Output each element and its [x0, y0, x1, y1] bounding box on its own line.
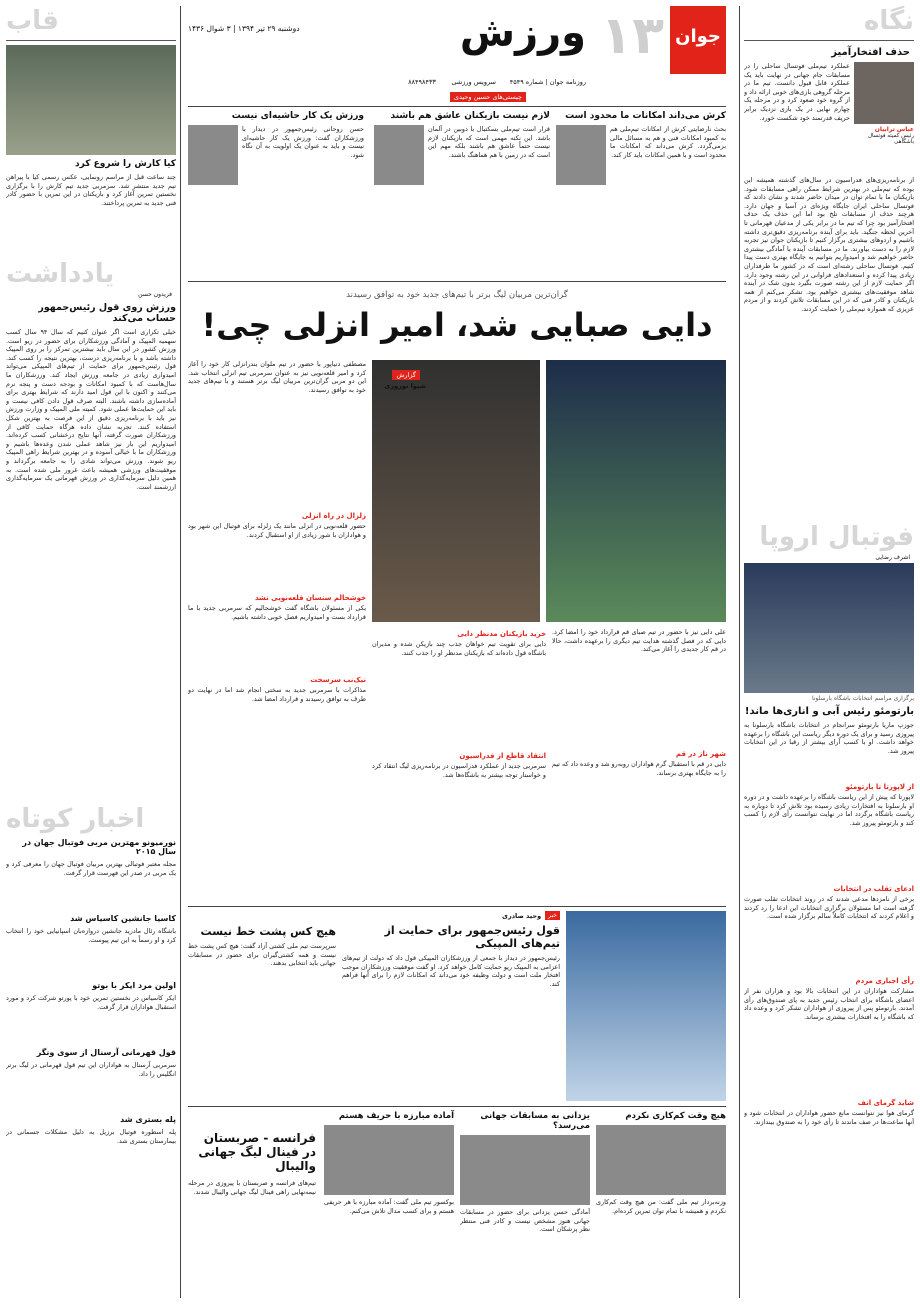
- short-news-3: اولین مرد ایکر با بوتو: [92, 981, 176, 990]
- barcelona-sub2: ادعای تقلب در انتخابات: [833, 885, 914, 893]
- reporter-name: شیوا نوروزی: [384, 382, 426, 390]
- masthead-author: چیستی‌های حسین وحیدی: [450, 92, 526, 102]
- rouhani-photo: [566, 911, 726, 1101]
- note-author: فریدون حسن: [138, 291, 172, 298]
- kia-caption: کیا کارش را شروع کرد: [75, 159, 176, 169]
- main-sub2: خوشحالم سنسان قلعه‌نویی نشد: [254, 594, 366, 602]
- main-title: دایی صبایی شد، امیر انزلی چی!: [201, 306, 713, 344]
- bottom-article-1-photo: [596, 1125, 726, 1195]
- center-area: [188, 6, 726, 1298]
- barcelona-sub1: از لاپورتا تا بارتومئو: [845, 783, 914, 791]
- torabian-role: رئیس کمیته فوتسال باشگاهی: [867, 133, 914, 145]
- top-article-1-title: کرش می‌داند امکانات ما محدود است: [565, 111, 726, 121]
- top-article-2-title: لازم نیست بازیکنان عاشق هم باشند: [390, 111, 550, 121]
- main-overline: گران‌ترین مربیان لیگ برتر با تیم‌های جدید خود به توافق رسیدند: [346, 290, 568, 300]
- torabian-name: عباس ترابیان: [874, 126, 914, 133]
- bottom-row: [188, 1106, 726, 1298]
- left-column-divider: [180, 6, 181, 1298]
- masthead: [188, 6, 726, 106]
- top-row: [188, 106, 726, 281]
- olympic-title: قول رئیس‌جمهور برای حمایت از تیم‌های المپیکی: [384, 924, 560, 950]
- bottom-article-4-title: فرانسه - صربستان در فینال لیگ جهانی والیبال: [198, 1131, 316, 1173]
- masthead-editor: سرویس ورزشی: [451, 78, 496, 86]
- masthead-issue: روزنامه جوان | شماره ۴۵۴۹: [509, 78, 586, 86]
- no-one-title: هیچ کس پشت خط نیست: [200, 925, 336, 938]
- daei-photo: [546, 360, 726, 622]
- main-text-left: مصطفی دنیاپور با حضور در تیم ملوان بندرانزلی کار خود را آغاز کرد و امیر قلعه‌نویی نیز به عنوان سرمربی تیم انزلی انتخاب شد. این دو مربی گران‌ترین مربیان لیگ برتر هستند و با تیم‌های جدید خود به توافق رسیدند. زلزال در راه انزلی حضور قلعه‌نویی در انزلی مانند یک زلزله برای فوتبال این شهر بود و هواداران با شور زیادی از او استقبال کردند. خوشحالم سنسان قلعه‌نویی نشد یکی از مسئولان باشگاه گفت خوشحالیم که سرمربی جدید با ما قرارداد بست و امیدواریم فصل خوبی داشته باشیم. نیک‌نب سرسخت مذاکرات با سرمربی جدید به سختی انجام شد اما در نهایت دو طرف به توافق رسیدند و قرارداد امضا شد.: [188, 360, 366, 703]
- top-article-3-title: ورزش یک کار حاشیه‌ای نیست: [231, 111, 364, 121]
- bottom-article-2-title: یزدانی به مسابقات جهانی می‌رسد؟: [480, 1111, 590, 1131]
- top-article-2-photo: [374, 125, 424, 185]
- main-sub4: خرید بازیکنان مدنظر دایی: [457, 630, 546, 638]
- right-ghost-header: نگاه: [864, 6, 914, 36]
- mid-block: [188, 906, 726, 1106]
- section-title: ورزش: [459, 10, 586, 56]
- bottom-article-1: هیچ وقت کم‌کاری نکردم وزنه‌بردار تیم ملی گفت: من هیچ وقت کم‌کاری نکردم و همیشه با تمام توان تمرین کرده‌ام.: [596, 1111, 726, 1215]
- note-title: ورزش روی قول رئیس‌جمهور حساب می‌کند: [38, 302, 176, 324]
- short-news-2: کاسیا جانشین کاسیاس شد: [70, 914, 176, 923]
- right-column: نگاه حذف افتخارآمیز عباس ترابیان رئیس کمیته فوتسال باشگاهی عملکرد تیم‌ملی فوتسال ساحلی را در مسابقات جام جهانی در نهایت باید یک عملکرد قابل قبول دانست. تیم ما در مرحله گروهی بازی‌های خوبی ارائه داد و از گروه خود صعود کرد و در مرحله یک چهارم نهایی در یک بازی نزدیک برابر حریف قدرتمند خود شکست خورد. از برنامه‌ریزی‌های فدراسیون در سال‌های گذشته همیشه این بوده که تیم‌ملی در بهترین شرایط ممکن راهی مسابقات شود. بازیکنان ما با تمام توان در میدان حاضر شدند و نشان دادند که فوتسال ساحلی ایران جایگاه ویژه‌ای در آسیا و جهان دارد. هرچند حذف از مسابقات تلخ بود اما این حذف یک حذف افتخارآمیز بود چرا که تیم ما در برابر یکی از مدعیان قهرمانی تا آخرین لحظه جنگید. باید برای آینده برنامه‌ریزی دقیق‌تری داشته باشیم و اردوهای بیشتری برگزار کنیم تا بازیکنان جوان نیز تجربه لازم را به دست بیاورند. ما در مسابقات آینده با آمادگی بیشتری حاضر خواهیم شد و امیدواریم بتوانیم به جایگاه بهتری دست پیدا کنیم. فوتسال ساحلی رشته‌ای است که در کشور ما طرفداران زیادی پیدا کرده و استعدادهای فراوانی در این رشته وجود دارد. اگر حمایت لازم از این رشته صورت بگیرد بدون شک در آینده شاهد موفقیت‌های بیشتری خواهیم بود. تشکر می‌کنم از همه بازیکنان و کادر فنی که در این مسابقات تلاش کردند و از مردم عزیزی که همواره تیم‌ملی را حمایت کردند. فوتبال اروپا اشرف رضایی برگزاری مراسم انتخابات باشگاه بارسلونا بارتومئو رئیس آبی و اناری‌ها ماند! جوزپ ماریا بارتومئو سرانجام در انتخابات باشگاه بارسلونا به پیروزی رسید و برای یک دوره دیگر ریاست این باشگاه را برعهده خواهد داشت. او با کسب آرای بیشتر از رقبا در این انتخابات پیروز شد. از لاپورتا تا بارتومئو لاپورتا که پیش از این ریاست باشگاه را برعهده داشت و در دوره او بارسلونا به افتخارات زیادی رسیده بود تلاش کرد تا دوباره به ریاست باشگاه برگردد اما در نهایت نتوانست رأی لازم را کسب کند و بارتومئو پیروز شد. ادعای تقلب در انتخابات برخی از نامزدها مدعی شدند که در روند انتخابات تقلب صورت گرفته است اما مسئولان برگزاری انتخابات این ادعا را رد کردند و اعلام کردند که انتخابات کاملاً سالم برگزار شده است. رأی اجباری مردم مشارکت هواداران در این انتخابات بالا بود و هزاران نفر از اعضای باشگاه برای انتخاب رئیس جدید به پای صندوق‌های رأی آمدند. بارتومئو پس از پیروزی از هواداران تشکر کرد و وعده داد که باشگاه را به افتخارات بیشتری برساند. شاید گرمای انف گرمای هوا نیز نتوانست مانع حضور هواداران در انتخابات شود و آنها ساعت‌ها در صف ماندند تا رأی خود را به صندوق بیندازند.: [744, 6, 914, 1126]
- left-ghost-header: قاب: [6, 6, 59, 36]
- kia-photo: [6, 45, 176, 155]
- top-article-1: کرش می‌داند امکانات ما محدود است بحث نارضایتی کرش از امکانات تیم‌ملی هم به کمبود امکانات فنی و هم به مسائل مالی برمی‌گردد. کرش می‌داند که امکانات ما محدود است و با همین امکانات باید کار کند.: [556, 111, 726, 265]
- page-number: ۱۳: [600, 6, 664, 66]
- bottom-article-3-photo: [324, 1125, 454, 1195]
- bottom-article-2: یزدانی به مسابقات جهانی می‌رسد؟ آمادگی حسن یزدانی برای حضور در مسابقات جهانی هنوز مشخص نیست و کادر فنی منتظر نظر پزشکان است.: [460, 1111, 590, 1234]
- top-article-3: ورزش یک کار حاشیه‌ای نیست حسن روحانی رئیس‌جمهور در دیدار با ورزشکاران گفت: ورزش یک کار حاشیه‌ای نیست و باید به عنوان یک اولویت به آن نگاه شود.: [188, 111, 364, 265]
- bottom-article-3-title: آماده مبارزه با حریف هستم: [338, 1111, 454, 1121]
- short-news-1: نورمیونو مهترین مربی فوتبال جهان در سال ۲۰۱۵: [22, 838, 176, 856]
- masthead-logo: جوان: [670, 6, 726, 74]
- olympic-article: خبر وحید صادری قول رئیس‌جمهور برای حمایت از تیم‌های المپیکی رئیس‌جمهور در دیدار با جمعی از ورزشکاران المپیکی قول داد که دولت از تیم‌های اعزامی به المپیک ریو حمایت کامل خواهد کرد. او گفت موفقیت ورزشکاران موجب افتخار ملت است و دولت وظیفه خود می‌داند که امکانات لازم را برای آنها فراهم کند.: [342, 911, 560, 988]
- short-news-5: پله بستری شد: [120, 1115, 176, 1124]
- barcelona-sub4: شاید گرمای انف: [857, 1099, 914, 1107]
- right-column-title: حذف افتخارآمیز: [831, 47, 910, 58]
- top-article-2: لازم نیست بازیکنان عاشق هم باشند قرار است تیم‌ملی بسکتبال با دوبین در آلمان باشد. این نکته مهمی است که بازیکنان لازم نیست حتماً عاشق هم باشند بلکه مهم این است که در زمین با هم هماهنگ باشند.: [374, 111, 550, 265]
- ghalenoei-photo: [372, 360, 540, 622]
- main-text-bottom: علی دایی نیز با حضور در تیم صبای قم قرارداد خود را امضا کرد. دایی که در فصل گذشته هدایت تیم دیگری را برعهده داشت، حالا در قم کار جدیدی را آغاز می‌کند. شهر ناز در قم دایی در قم با استقبال گرم هواداران روبه‌رو شد و وعده داد که تیم را به جایگاه بهتری برساند. خرید بازیکنان مدنظر دایی دایی برای تقویت تیم خواهان جذب چند بازیکن شده و مدیران باشگاه قول داده‌اند که بازیکنان مدنظر او را جذب کنند. انتقاد قاطع از فدراسیون سرمربی جدید از عملکرد فدراسیون در برنامه‌ریزی لیگ انتقاد کرد و خواستار توجه بیشتر به باشگاه‌ها شد.: [372, 628, 726, 779]
- report-label: گزارش: [392, 370, 420, 380]
- main-sub6: انتقاد قاطع از فدراسیون: [459, 752, 546, 760]
- right-ghost-header-2: فوتبال اروپا: [759, 522, 914, 552]
- masthead-date: دوشنبه ۲۹ تیر ۱۳۹۴ | ۳ شوال ۱۴۳۶: [188, 24, 300, 33]
- barcelona-sub3: رأی اجباری مردم: [855, 977, 914, 985]
- barcelona-article-title: بارتومئو رئیس آبی و اناری‌ها ماند!: [744, 706, 914, 717]
- main-sub3: نیک‌نب سرسخت: [310, 676, 366, 684]
- masthead-phone: ۸۸۴۹۸۴۳۳: [408, 78, 436, 86]
- short-news-4: قول قهرمانی آرسنال از سوی ونگر: [36, 1048, 176, 1057]
- bottom-article-3: آماده مبارزه با حریف هستم بوکسور تیم ملی گفت: آماده مبارزه با هر حریفی هستم و برای کسب مدال تلاش می‌کنم.: [324, 1111, 454, 1215]
- right-column-divider: [739, 6, 740, 1298]
- bottom-article-2-photo: [460, 1135, 590, 1205]
- main-story: [188, 281, 726, 906]
- barcelona-photo-caption: برگزاری مراسم انتخابات باشگاه بارسلونا: [811, 695, 914, 702]
- main-sub5: شهر ناز در قم: [675, 750, 726, 758]
- olympic-label: خبر: [545, 911, 560, 920]
- no-one-article: هیچ کس پشت خط نیست سرپرست تیم ملی کشتی آزاد گفت: هیچ کس پشت خط نیست و همه کشتی‌گیران برای حضور در مسابقات جهانی باید انتخابی بدهند.: [188, 925, 336, 968]
- olympic-reporter: وحید صادری: [502, 911, 542, 920]
- top-article-1-photo: [556, 125, 606, 185]
- right-small-author: اشرف رضایی: [875, 554, 910, 561]
- left-ghost-header-3: اخبار کوتاه: [6, 804, 145, 834]
- barcelona-election-photo: [744, 563, 914, 693]
- left-ghost-header-2: یادداشت: [6, 259, 115, 289]
- main-sub1: زلزال در راه انزلی: [301, 512, 366, 520]
- left-column: قاب کیا کارش را شروع کرد چند ساعت قبل از مراسم رونمایی، عکس رسمی کیا با پیراهن تیم جدید منتشر شد. سرمربی جدید تیم کارش را با برگزاری نخستین تمرین آغاز کرد و بازیکنان در این تمرین با حضور کادر فنی جدید به تمرین پرداختند. یادداشت فریدون حسن ورزش روی قول رئیس‌جمهور حساب می‌کند خیلی تکراری است اگر عنوان کنیم که سال ۹۴ سال کسب سهمیه المپیک و آمادگی ورزشکاران برای حضور در ریو است. ورزش کشور در این سال باید بیشترین تمرکز را بر روی المپیک داشته باشد و با برنامه‌ریزی درست، بهترین نتیجه را کسب کند. قول رئیس‌جمهور برای حمایت از تیم‌های المپیکی می‌تواند امیدواری زیادی در جامعه ورزش ایجاد کند. ورزشکاران ما سال‌هاست که با کمبود امکانات و بودجه دست و پنجه نرم می‌کنند و اکنون با این قول امید دارند که شرایط بهتری برای آماده‌سازی داشته باشند. البته صرف قول دادن کافی نیست و باید این حمایت‌ها عملی شود. کمیته ملی المپیک و وزارت ورزش نیز باید با برنامه‌ریزی دقیق از این فرصت به بهترین شکل استفاده کنند. تجربه نشان داده هرگاه حمایت کافی از ورزشکاران صورت گرفته، آنها نتایج درخشانی کسب کرده‌اند. امیدواریم این بار نیز شاهد عملی شدن وعده‌ها باشیم و ورزشکاران ما با خیالی آسوده و در بهترین شرایط راهی المپیک ریو شوند. ورزش می‌تواند شادی را به جامعه برگرداند و موفقیت‌های ورزشی همیشه باعث غرور ملی شده است. به همین دلیل سرمایه‌گذاری در ورزش قهرمانی یک سرمایه‌گذاری ارزشمند است. اخبار کوتاه نورمیونو مهترین مربی فوتبال جهان در سال ۲۰۱۵ مجله معتبر فوتبالی بهترین مربیان فوتبال جهان را معرفی کرد و یک مربی در صدر این فهرست قرار گرفت. کاسیا جانشین کاسیاس شد باشگاه رئال مادرید جانشین دروازه‌بان اسپانیایی خود را انتخاب کرد و او رسماً به این تیم پیوست. اولین مرد ایکر با بوتو ایکر کاسیاس در نخستین تمرین خود با پورتو شرکت کرد و مورد استقبال هواداران قرار گرفت. قول قهرمانی آرسنال از سوی ونگر سرمربی آرسنال به هواداران این تیم قول قهرمانی در لیگ برتر انگلیس را داد. پله بستری شد پله اسطوره فوتبال برزیل به دلیل مشکلات جسمانی در بیمارستان بستری شد.: [6, 6, 176, 1145]
- bottom-article-4: فرانسه - صربستان در فینال لیگ جهانی والیبال تیم‌های فرانسه و صربستان با پیروزی در مرحله نیمه‌نهایی راهی فینال لیگ جهانی والیبال شدند.: [188, 1131, 316, 1196]
- bottom-article-1-title: هیچ وقت کم‌کاری نکردم: [625, 1111, 726, 1121]
- torabian-photo: [854, 62, 914, 124]
- top-article-3-photo: [188, 125, 238, 185]
